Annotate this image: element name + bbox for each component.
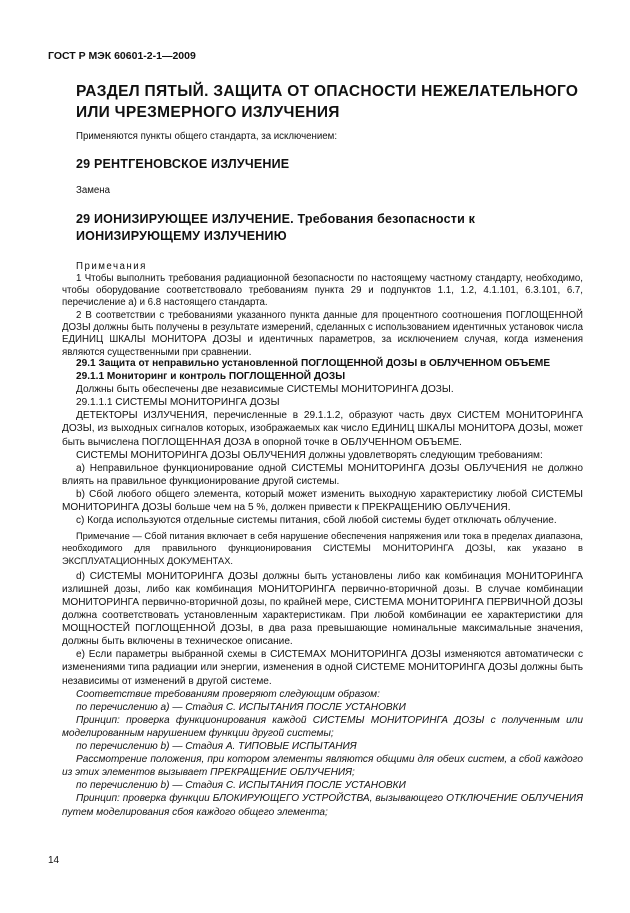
clause-29-old-title: 29 РЕНТГЕНОВСКОЕ ИЗЛУЧЕНИЕ bbox=[76, 157, 290, 171]
clause-29-new-title: 29 ИОНИЗИРУЮЩЕЕ ИЗЛУЧЕНИЕ. Требования безопасности к ИОНИЗИРУЮЩЕМУ ИЗЛУЧЕНИЮ bbox=[76, 212, 476, 243]
para-item-c: с) Когда используются отдельные системы питания, сбой любой системы будет отключать облучение. bbox=[76, 515, 557, 527]
main-text-block bbox=[62, 357, 583, 819]
section-intro: Применяются пункты общего стандарта, за исключением: bbox=[76, 131, 338, 142]
para-item-e: е) Если параметры выбранной схемы в СИСТЕМАХ МОНИТОРИНГА ДОЗЫ изменяются автоматически с изменениями типа радиации или энергии, изменения в одной СИСТЕМЕ МОНИТОРИНГА ДОЗЫ должны быть независимы от изменений в другой системе. bbox=[62, 649, 583, 687]
notes-label: Примечания bbox=[76, 261, 147, 272]
compliance-b-stage-a: по перечислению b) — Стадия А. ТИПОВЫЕ ИСПЫТАНИЯ bbox=[76, 741, 357, 753]
compliance-a-principle: Принцип: проверка функционирования каждой СИСТЕМЫ МОНИТОРИНГА ДОЗЫ с полученным или моделированным нарушением функции другой системы; bbox=[62, 714, 583, 739]
para-item-d: d) СИСТЕМЫ МОНИТОРИНГА ДОЗЫ должны быть установлены либо как комбинация МОНИТОРИНГА излишней дозы, либо как комбинация МОНИТОРИНГА первично-вторичной дозы. В случае комбинации МОНИТОРИНГА первично-вторичной дозы, по крайней мере, СИСТЕМА МОНИТОРИНГА ПЕРВИЧНОЙ ДОЗЫ должна соответствовать установленным характеристикам. При любой комбинации ее характеристики для МОЩНОСТЕЙ ПОГЛОЩЕННОЙ ДОЗЫ, в два раза превышающие номинальные максимальные значения, должны быть включены в техническое описание. bbox=[62, 570, 583, 648]
note-2: 2 В соответствии с требованиями указанного пункта данные для процентного соотношения ПОГЛОЩЕННОЙ ДОЗЫ должны быть получены в результате измерений, сделанных с использованием идентичных установок числа ЕДИНИЦ ШКАЛЫ МОНИТОРА ДОЗЫ и идентичных параметров, за исключением случая, когда изменения являются существенными при сравнении. bbox=[62, 310, 583, 358]
compliance-intro: Соответствие требованиям проверяют следующим образом: bbox=[76, 688, 380, 700]
heading-29-1: 29.1 Защита от неправильно установленной ПОГЛОЩЕННОЙ ДОЗЫ в ОБЛУЧЕННОМ ОБЪЕМЕ bbox=[76, 358, 551, 369]
note-power-failure: Примечание — Сбой питания включает в себя нарушение обеспечения напряжения или тока в пределах диапазона, необходимого для правильного функционирования СИСТЕМЫ МОНИТОРИНГА ДОЗЫ, как указано в ЭКСПЛУАТАЦИОННЫХ ДОКУМЕНТАХ. bbox=[62, 531, 583, 566]
compliance-a-stage: по перечислению а) — Стадия С. ИСПЫТАНИЯ ПОСЛЕ УСТАНОВКИ bbox=[76, 701, 406, 713]
section-title: РАЗДЕЛ ПЯТЫЙ. ЗАЩИТА ОТ ОПАСНОСТИ НЕЖЕЛАТЕЛЬНОГО ИЛИ ЧРЕЗМЕРНОГО ИЗЛУЧЕНИЯ bbox=[76, 83, 579, 121]
para-requirements: СИСТЕМЫ МОНИТОРИНГА ДОЗЫ ОБЛУЧЕНИЯ должны удовлетворять следующим требованиям: bbox=[76, 449, 543, 461]
replacement-label: Замена bbox=[76, 185, 111, 196]
standard-header: ГОСТ Р МЭК 60601-2-1—2009 bbox=[48, 50, 196, 62]
para-item-a: а) Неправильное функционирование одной СИСТЕМЫ МОНИТОРИНГА ДОЗЫ ОБЛУЧЕНИЯ не должно влиять на правильное функционирование другой системы. bbox=[62, 462, 583, 487]
para-detectors: ДЕТЕКТОРЫ ИЗЛУЧЕНИЯ, перечисленные в 29.1.1.2, образуют часть двух СИСТЕМ МОНИТОРИНГА ДОЗЫ, из выходных сигналов которых, изображаемых как число ЕДИНИЦ ШКАЛЫ МОНИТОРА ДОЗЫ, может быть вычислена ПОГЛОЩЕННАЯ ДОЗА в опорной точке в ОБЛУЧЕННОМ ОБЪЕМЕ. bbox=[62, 410, 583, 448]
note-1: 1 Чтобы выполнить требования радиационной безопасности по настоящему частному стандарту, необходимо, чтобы оборудование соответствовало требованиям пункта 29 и подпунктов 1.1, 1.2, 4.1.101, 6.3.101, 6.7, перечисление а) и 6.8 настоящего стандарта. bbox=[62, 273, 583, 309]
para-29-1-1-1: 29.1.1.1 СИСТЕМЫ МОНИТОРИНГА ДОЗЫ bbox=[76, 397, 280, 409]
page-number: 14 bbox=[48, 855, 60, 866]
compliance-b-stage-c: по перечислению b) — Стадия С. ИСПЫТАНИЯ ПОСЛЕ УСТАНОВКИ bbox=[76, 780, 406, 792]
compliance-b-review: Рассмотрение положения, при котором элементы являются общими для обеих систем, а сбой каждого из этих элементов вызывает ПРЕКРАЩЕНИЕ ОБЛУЧЕНИЯ; bbox=[62, 754, 583, 779]
heading-29-1-1: 29.1.1 Мониторинг и контроль ПОГЛОЩЕННОЙ ДОЗЫ bbox=[76, 371, 346, 383]
compliance-b-principle: Принцип: проверка функции БЛОКИРУЮЩЕГО УСТРОЙСТВА, вызывающего ОТКЛЮЧЕНИЕ ОБЛУЧЕНИЯ путем моделирования сбоя каждого общего элемента; bbox=[62, 793, 583, 818]
para-item-b: b) Сбой любого общего элемента, который может изменить выходную характеристику любой СИСТЕМЫ МОНИТОРИНГА ДОЗЫ больше чем на 5 %, должен привести к ПРЕКРАЩЕНИЮ ОБЛУЧЕНИЯ. bbox=[62, 488, 583, 514]
para-independent-systems: Должны быть обеспечены две независимые СИСТЕМЫ МОНИТОРИНГА ДОЗЫ. bbox=[76, 384, 454, 396]
